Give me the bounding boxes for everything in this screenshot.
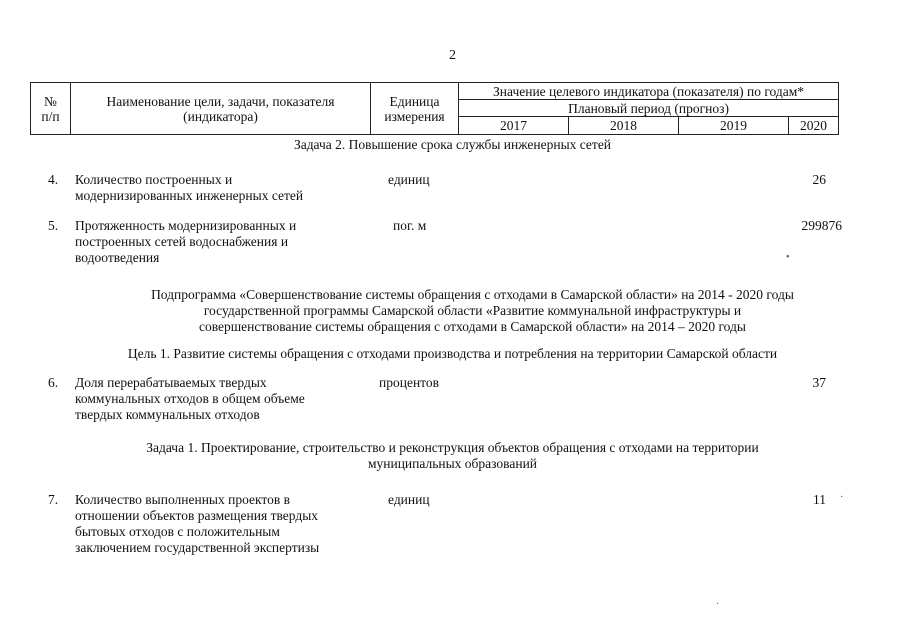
- row-6-value-2020: 37: [812, 375, 826, 390]
- header-unit-line1: Единица: [389, 93, 440, 109]
- row-7-name-line: отношении объектов размещения твердых: [75, 508, 319, 523]
- header-year-2020: 2020: [789, 117, 839, 135]
- header-name-line1: Наименование цели, задачи, показателя: [106, 93, 335, 109]
- header-year-2019: 2019: [679, 117, 789, 135]
- header-name-line2: (индикатора): [183, 108, 258, 124]
- header-unit-line2: измерения: [384, 108, 445, 124]
- row-4-name-line: модернизированных инженерных сетей: [75, 188, 304, 203]
- row-5-num: 5.: [48, 218, 59, 233]
- row-5-name-line: построенных сетей водоснабжения и: [75, 234, 289, 249]
- row-5-unit: пог. м: [393, 218, 427, 233]
- row-7-unit: единиц: [388, 492, 430, 507]
- header-unit-cell: [371, 83, 459, 135]
- header-value-title: Значение целевого индикатора (показателя) по годам*: [459, 83, 839, 100]
- subprogram-heading-line: государственной программы Самарской области «Развитие коммунальной инфраструктуры и: [203, 303, 742, 318]
- header-name-cell: [71, 83, 371, 135]
- header-num-line2: п/п: [41, 108, 60, 124]
- task1-heading: [0, 440, 905, 472]
- goal1-heading: Цель 1. Развитие системы обращения с отходами производства и потребления на территории Самарской области: [127, 346, 778, 361]
- subprogram-heading-line: совершенствование системы обращения с отходами в Самарской области» на 2014 – 2020 годы: [198, 319, 746, 334]
- row-7-name: [75, 492, 375, 556]
- row-5-name-line: Протяженность модернизированных и: [75, 218, 297, 233]
- row-6-name: [75, 375, 375, 423]
- scan-speck: ·: [716, 599, 720, 610]
- row-5-name: [75, 218, 375, 266]
- task2-heading: Задача 2. Повышение срока службы инженерных сетей: [293, 137, 612, 152]
- row-6-name-line: Доля перерабатываемых твердых: [75, 375, 267, 390]
- row-7-name-line: Количество выполненных проектов в: [75, 492, 290, 507]
- row-5-name-line: водоотведения: [75, 250, 160, 265]
- page-number: 2: [449, 48, 456, 63]
- row-6-name-line: твердых коммунальных отходов: [75, 407, 260, 422]
- row-4-name: [75, 172, 375, 204]
- row-6-name-line: коммунальных отходов в общем объеме: [75, 391, 305, 406]
- header-year-2017: 2017: [459, 117, 569, 135]
- row-7-value-2020: 11: [813, 492, 826, 507]
- indicator-table-header: [30, 82, 839, 135]
- header-period: Плановый период (прогноз): [459, 100, 839, 117]
- header-num-line1: №: [44, 93, 57, 109]
- row-4-num: 4.: [48, 172, 59, 187]
- row-4-unit: единиц: [388, 172, 430, 187]
- row-5-value-2020: 299876: [801, 218, 842, 233]
- row-7-num: 7.: [48, 492, 59, 507]
- row-7-name-line: бытовых отходов с положительным: [75, 524, 280, 539]
- row-6-unit: процентов: [379, 375, 440, 390]
- row-4-value-2020: 26: [812, 172, 826, 187]
- header-year-2018: 2018: [569, 117, 679, 135]
- task1-heading-line: муниципальных образований: [367, 456, 538, 471]
- scan-speck: ·: [840, 492, 844, 503]
- row-7-name-line: заключением государственной экспертизы: [75, 540, 320, 555]
- row-6-num: 6.: [48, 375, 59, 390]
- subprogram-heading-line: Подпрограмма «Совершенствование системы обращения с отходами в Самарской области» на 2014 - 2020 годы: [151, 287, 794, 302]
- row-4-name-line: Количество построенных и: [75, 172, 233, 187]
- scan-speck: •: [786, 252, 790, 263]
- header-num-cell: [31, 83, 71, 135]
- subprogram-heading: [0, 287, 905, 335]
- task1-heading-line: Задача 1. Проектирование, строительство и реконструкция объектов обращения с отходами на территории: [146, 440, 759, 455]
